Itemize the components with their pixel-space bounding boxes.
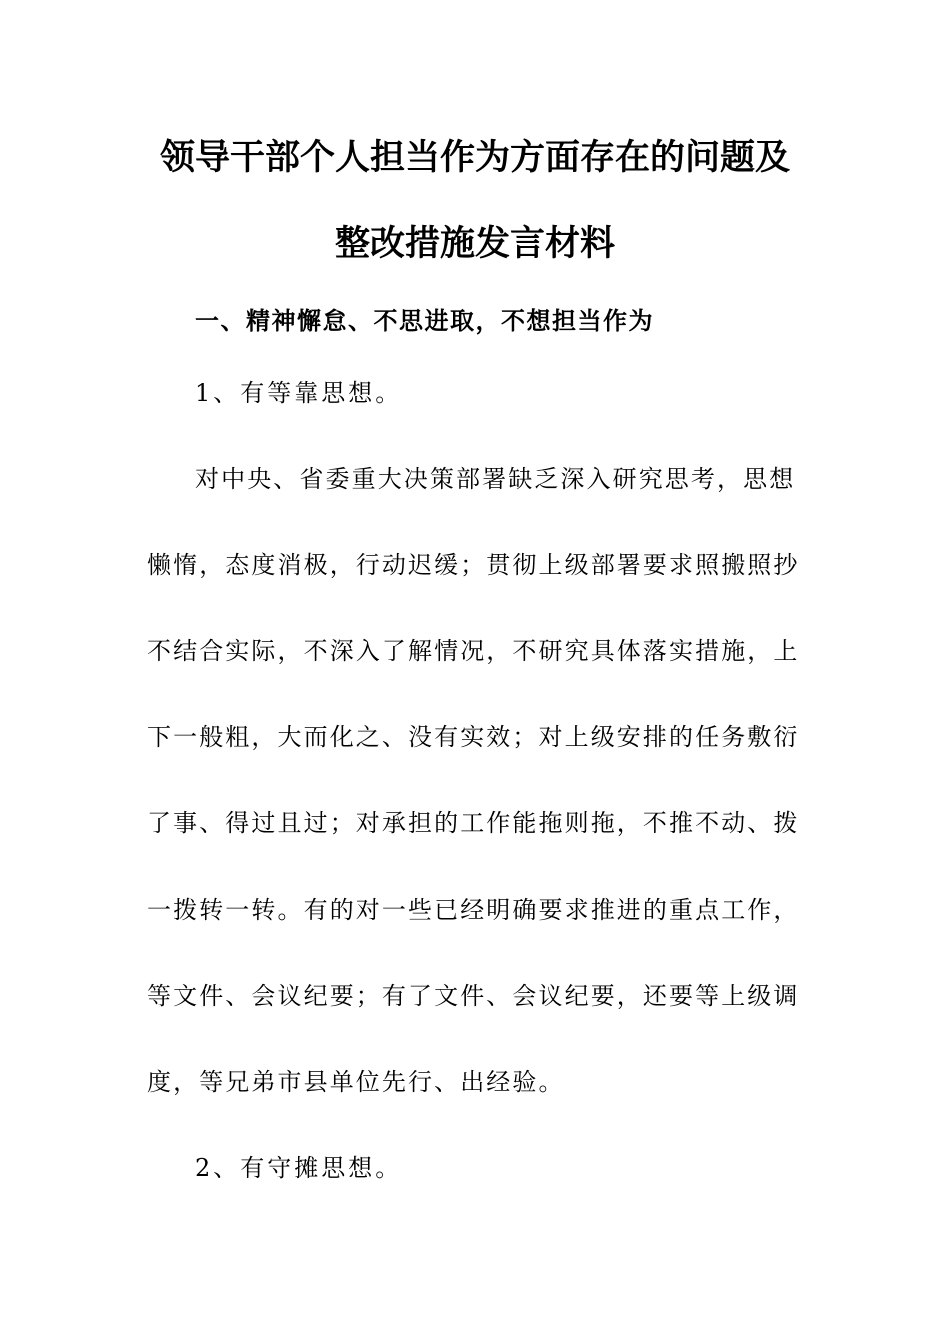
paragraph-line-2: 懒惰，态度消极，行动迟缓；贯彻上级部署要求照搬照抄 bbox=[147, 551, 800, 579]
paragraph-line-6: 一拨转一转。有的对一些已经明确要求推进的重点工作， bbox=[147, 896, 800, 924]
section-heading: 一、精神懈怠、不思进取，不想担当作为 bbox=[195, 307, 654, 335]
paragraph-line-7: 等文件、会议纪要；有了文件、会议纪要，还要等上级调 bbox=[147, 982, 800, 1010]
list-item-1: 1、有等靠思想。 bbox=[195, 379, 403, 407]
paragraph-line-8: 度，等兄弟市县单位先行、出经验。 bbox=[147, 1068, 565, 1096]
paragraph-line-1: 对中央、省委重大决策部署缺乏深入研究思考，思想 bbox=[195, 465, 796, 493]
paragraph-line-4: 下一般粗，大而化之、没有实效；对上级安排的任务敷衍 bbox=[147, 723, 800, 751]
paragraph-line-5: 了事、得过且过；对承担的工作能拖则拖，不推不动、拨 bbox=[147, 809, 800, 837]
paragraph-line-3: 不结合实际，不深入了解情况，不研究具体落实措施，上 bbox=[147, 637, 800, 665]
list-item-2: 2、有守摊思想。 bbox=[195, 1154, 403, 1182]
document-title-line-2: 整改措施发言材料 bbox=[334, 224, 615, 264]
document-title-line-1: 领导干部个人担当作为方面存在的问题及 bbox=[159, 138, 790, 178]
